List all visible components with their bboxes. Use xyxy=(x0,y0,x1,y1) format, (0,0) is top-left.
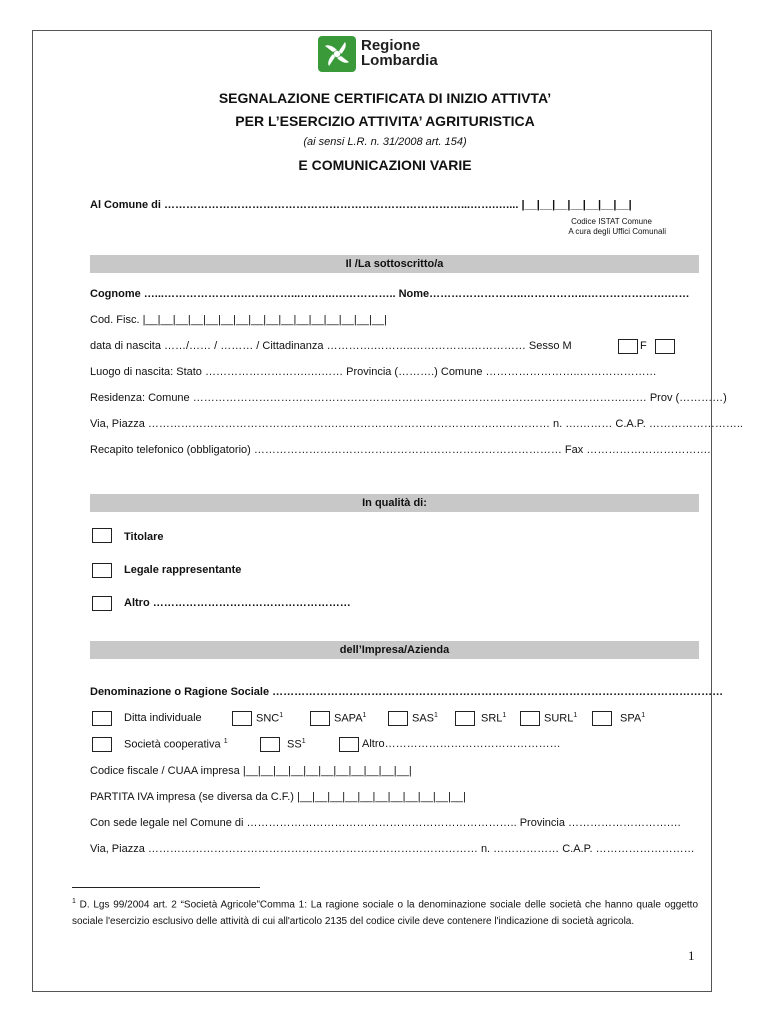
cooperativa-checkbox[interactable] xyxy=(92,737,112,752)
spa-checkbox[interactable] xyxy=(592,711,612,726)
logo-line2: Lombardia xyxy=(361,52,438,69)
section-header-impresa: dell’Impresa/Azienda xyxy=(90,641,699,659)
ss-label: $SS^1$ xyxy=(287,738,306,751)
uffici-note: A cura degli Uffici Comunali xyxy=(568,227,666,236)
ditta-individuale-checkbox[interactable] xyxy=(92,711,112,726)
cognome-nome-line: Cognome …...………………….…….……...….…..….………….. Nome……………………..……………...………………….…… xyxy=(90,288,690,300)
section-header-sottoscritto: Il /La sottoscritto/a xyxy=(90,255,699,273)
titolare-label: Titolare xyxy=(124,531,164,543)
logo-line1: Regione xyxy=(361,37,421,54)
altro-forma-label: Altro………………………………………… xyxy=(362,738,561,750)
title-line2: PER L’ESERCIZIO ATTIVITA’ AGRITURISTICA xyxy=(235,113,535,129)
codice-fiscale-impresa-line: Codice fiscale / CUAA impresa |__|__|__|__|__|__|__|__|__|__|__| xyxy=(90,765,412,777)
srl-label: SRL$^1$ xyxy=(481,712,507,725)
impresa-via-line: Via, Piazza ……………………………………………………………………………… n. ……………… C.A.P. ……………………… xyxy=(90,843,695,855)
recapito-line: Recapito telefonico (obbligatorio) ………………………………………………………………………… Fax ……………………………. xyxy=(90,444,711,456)
altro-label: Altro ……………………………………………… xyxy=(124,597,351,609)
residenza-line: Residenza: Comune ……………………………………………………………………………………………………….…… Prov (…………) xyxy=(90,392,727,404)
sapa-checkbox[interactable] xyxy=(310,711,330,726)
istat-note: Codice ISTAT Comune xyxy=(571,217,652,226)
legale-rappresentante-checkbox[interactable] xyxy=(92,563,112,578)
cooperativa-label: Società cooperativa $^1$ xyxy=(124,738,228,751)
altro-checkbox[interactable] xyxy=(92,596,112,611)
footnote: $^1$ D. Lgs 99/2004 art. 2 “Società Agricole”Comma 1: La ragione sociale o la denominazione sociale delle società che hanno quale oggetto sociale l'esercizio esclusivo delle attività di cui all'articolo 2135 del codice civile deve contenere l'indicazione di società agricola. xyxy=(72,898,698,928)
surl-checkbox[interactable] xyxy=(520,711,540,726)
sapa-label: SAPA$^1$ xyxy=(334,712,367,725)
altro-forma-checkbox[interactable] xyxy=(339,737,359,752)
legale-rappresentante-label: Legale rappresentante xyxy=(124,564,242,576)
title-subtitle: (ai sensi L.R. n. 31/2008 art. 154) xyxy=(303,136,467,148)
cod-fisc-line: Cod. Fisc. |__|__|__|__|__|__|__|__|__|__|__|__|__|__|__|__| xyxy=(90,314,387,326)
ditta-individuale-label: Ditta individuale xyxy=(124,712,202,724)
snc-label: SNC$^1$ xyxy=(256,712,284,725)
sede-legale-line: Con sede legale nel Comune di ……………………………………………………………….. Provincia ……………………….… xyxy=(90,817,682,829)
title-line3: E COMUNICAZIONI VARIE xyxy=(298,157,472,173)
nascita-line: data di nascita ……/…… / ……… / Cittadinanza ………….………..…………….…………… Sesso M xyxy=(90,340,572,352)
spa-label: SPA$^1$ xyxy=(620,712,646,725)
denominazione-line: Denominazione o Ragione Sociale …………………………………………………………………………………………………………… xyxy=(90,686,724,698)
comune-line: Al Comune di ………………………………………………………………………...…….….... |__|__|__|__|__|__|__| xyxy=(90,199,632,211)
logo-text xyxy=(361,38,438,68)
sesso-f-label: F xyxy=(640,340,647,352)
title-line1: SEGNALAZIONE CERTIFICATA DI INIZIO ATTIVTA’ xyxy=(218,90,552,106)
sas-label: SAS$^1$ xyxy=(412,712,438,725)
page-number: 1 xyxy=(688,948,695,963)
regione-lombardia-logo xyxy=(318,36,458,76)
section-header-qualita: In qualità di: xyxy=(90,494,699,512)
footnote-separator xyxy=(72,887,260,888)
ss-checkbox[interactable] xyxy=(260,737,280,752)
srl-checkbox[interactable] xyxy=(455,711,475,726)
via-line: Via, Piazza …………………………………………….…………………………………….…………… n. ….……… C.A.P. …………………….. xyxy=(90,418,743,430)
snc-checkbox[interactable] xyxy=(232,711,252,726)
luogo-nascita-line: Luogo di nascita: Stato ……………………….….…… Provincia (……….) Comune ……………………..………………… xyxy=(90,366,657,378)
partita-iva-line: PARTITA IVA impresa (se diversa da C.F.) |__|__|__|__|__|__|__|__|__|__|__| xyxy=(90,791,466,803)
surl-label: SURL$^1$ xyxy=(544,712,578,725)
sas-checkbox[interactable] xyxy=(388,711,408,726)
titolare-checkbox[interactable] xyxy=(92,528,112,543)
sesso-f-checkbox[interactable] xyxy=(655,339,675,354)
sesso-m-checkbox[interactable] xyxy=(618,339,638,354)
lombardia-rose-icon xyxy=(318,36,356,72)
